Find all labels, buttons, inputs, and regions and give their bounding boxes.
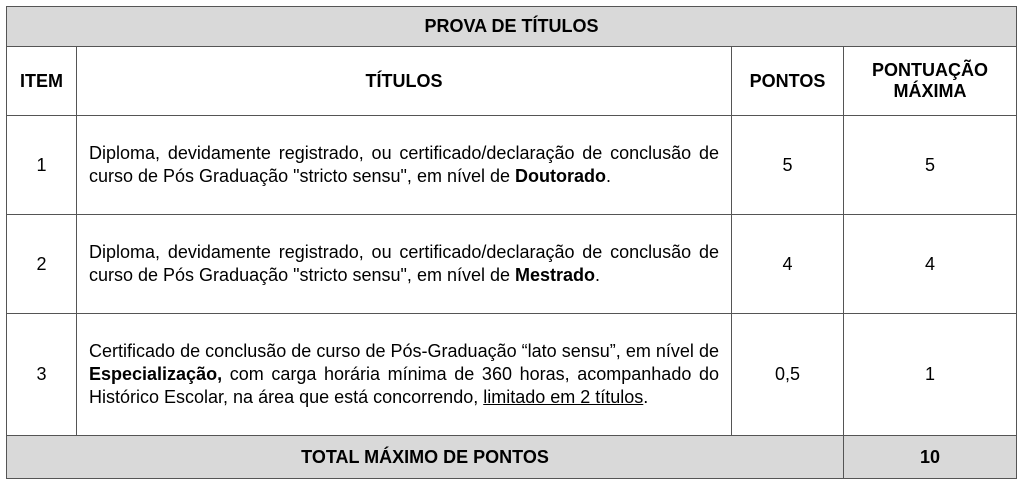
row-pontuacao-maxima: 5 xyxy=(844,116,1017,215)
table-title: PROVA DE TÍTULOS xyxy=(7,7,1017,47)
total-label: TOTAL MÁXIMO DE PONTOS xyxy=(7,436,844,479)
desc-underline: limitado em 2 títulos xyxy=(483,387,644,407)
desc-end: . xyxy=(605,166,611,186)
desc-bold: Especialização, xyxy=(89,364,223,384)
row-description xyxy=(77,314,732,436)
total-row xyxy=(7,436,1017,479)
desc-text-mid: com carga horária mínima de 360 horas, acompanhado do Histórico Escolar, na área que está concorrendo, xyxy=(89,364,719,407)
row-item: 1 xyxy=(7,116,77,215)
table-row xyxy=(7,116,1017,215)
row-pontos: 4 xyxy=(732,215,844,314)
row-description xyxy=(77,215,732,314)
header-pontuacao-maxima xyxy=(844,47,1017,116)
desc-end: . xyxy=(643,387,649,407)
total-value: 10 xyxy=(844,436,1017,479)
row-pontuacao-maxima: 1 xyxy=(844,314,1017,436)
header-item: ITEM xyxy=(7,47,77,116)
desc-text: Certificado de conclusão de curso de Pós-Graduação “lato sensu”, em nível de xyxy=(89,341,719,361)
prova-de-titulos-table xyxy=(6,6,1017,479)
row-pontuacao-maxima: 4 xyxy=(844,215,1017,314)
header-pontuacao-maxima-label: PONTUAÇÃO MÁXIMA xyxy=(872,60,988,101)
desc-text: Diploma, devidamente registrado, ou certificado/declaração de conclusão de curso de Pós Graduação "stricto sensu", em nível de xyxy=(89,242,719,285)
header-pontos: PONTOS xyxy=(732,47,844,116)
desc-text: Diploma, devidamente registrado, ou certificado/declaração de conclusão de curso de Pós Graduação "stricto sensu", em nível de xyxy=(89,143,719,186)
row-item: 3 xyxy=(7,314,77,436)
desc-bold: Doutorado xyxy=(515,166,606,186)
row-description xyxy=(77,116,732,215)
row-pontos: 0,5 xyxy=(732,314,844,436)
desc-end: . xyxy=(595,265,601,285)
row-pontos: 5 xyxy=(732,116,844,215)
table-row xyxy=(7,314,1017,436)
header-titulos: TÍTULOS xyxy=(77,47,732,116)
row-item: 2 xyxy=(7,215,77,314)
desc-bold: Mestrado xyxy=(515,265,596,285)
table-row xyxy=(7,215,1017,314)
